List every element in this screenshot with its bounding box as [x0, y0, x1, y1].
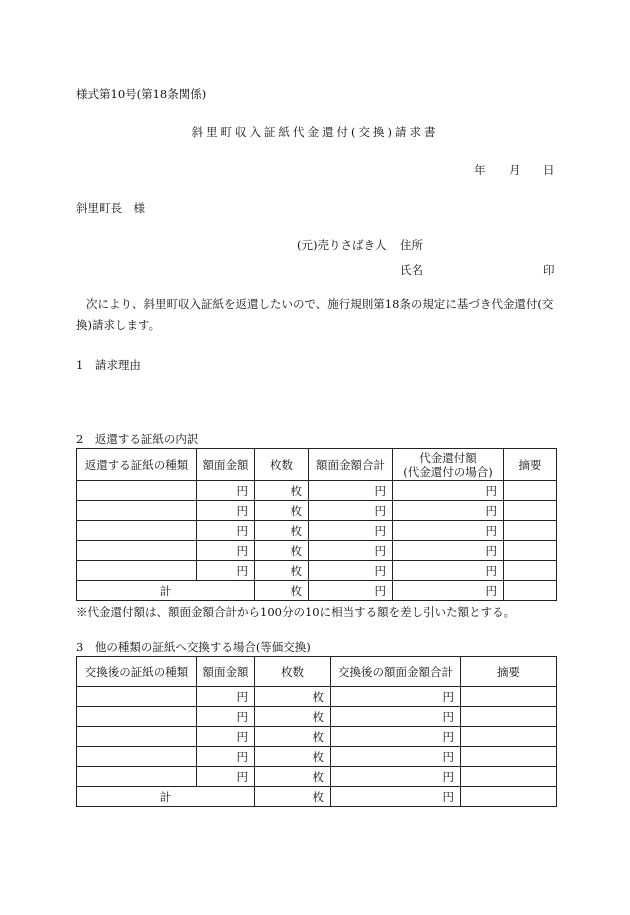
total-row [77, 787, 557, 807]
address-label: 住所 [400, 238, 423, 252]
date-month-label: 月 [509, 163, 521, 177]
header-remarks: 摘要 [461, 657, 557, 687]
header-new-stamp-type: 交換後の証紙の種類 [77, 657, 197, 687]
remarks-cell[interactable] [461, 747, 557, 767]
total-face-cell[interactable]: 円 [309, 581, 393, 601]
face-total-cell[interactable]: 円 [309, 501, 393, 521]
date-year-label: 年 [474, 163, 486, 177]
refund-amount-cell[interactable]: 円 [393, 501, 504, 521]
refund-amount-cell[interactable]: 円 [393, 541, 504, 561]
face-value-cell[interactable]: 円 [197, 561, 255, 581]
name-label: 氏名 [400, 263, 423, 277]
total-refund-cell[interactable]: 円 [393, 581, 504, 601]
addressee: 斜里町長 様 [76, 201, 145, 215]
table-row [77, 747, 557, 767]
returned-stamps-table [76, 448, 557, 601]
face-value-cell[interactable]: 円 [197, 541, 255, 561]
total-count-cell[interactable]: 枚 [255, 787, 331, 807]
total-label: 計 [77, 581, 255, 601]
total-face-cell[interactable]: 円 [331, 787, 461, 807]
table1-body [77, 481, 557, 601]
exchange-stamps-table [76, 656, 557, 807]
face-value-cell[interactable]: 円 [197, 687, 255, 707]
table-row [77, 561, 557, 581]
count-cell[interactable]: 枚 [255, 561, 309, 581]
applicant-label: (元)売りさばき人 [297, 238, 387, 252]
table-row [77, 687, 557, 707]
face-value-cell[interactable]: 円 [197, 767, 255, 787]
table2-body [77, 687, 557, 807]
count-cell[interactable]: 枚 [255, 481, 309, 501]
count-cell[interactable]: 枚 [255, 521, 309, 541]
header-face-total: 額面金額合計 [309, 449, 393, 481]
table-row [77, 481, 557, 501]
new-face-total-cell[interactable]: 円 [331, 747, 461, 767]
refund-amount-cell[interactable]: 円 [393, 561, 504, 581]
table-row [77, 707, 557, 727]
remarks-cell[interactable] [461, 727, 557, 747]
header-stamp-type: 返還する証紙の種類 [77, 449, 197, 481]
refund-note: ※代金還付額は、額面金額合計から100分の10に相当する額を差し引いた額とする。 [76, 605, 516, 619]
request-statement: 次により、斜里町収入証紙を返還したいので、施行規則第18条の規定に基づき代金還付(交換)請求します。 [76, 297, 554, 332]
header-refund-amount-note: (代金還付の場合) [403, 464, 493, 479]
refund-amount-cell[interactable]: 円 [393, 481, 504, 501]
face-value-cell[interactable]: 円 [197, 481, 255, 501]
remarks-cell[interactable] [504, 501, 557, 521]
date-day-label: 日 [543, 163, 555, 177]
header-count: 枚数 [255, 449, 309, 481]
stamp-type-cell[interactable] [77, 561, 197, 581]
stamp-type-cell[interactable] [77, 521, 197, 541]
count-cell[interactable]: 枚 [255, 767, 331, 787]
stamp-type-cell[interactable] [77, 501, 197, 521]
table-row [77, 521, 557, 541]
table-row [77, 767, 557, 787]
header-face-value: 額面金額 [197, 657, 255, 687]
new-stamp-type-cell[interactable] [77, 707, 197, 727]
count-cell[interactable]: 枚 [255, 707, 331, 727]
count-cell[interactable]: 枚 [255, 727, 331, 747]
section2-heading: 2 返還する証紙の内訳 [76, 432, 199, 446]
remarks-cell[interactable] [461, 707, 557, 727]
total-row [77, 581, 557, 601]
seal-mark: 印 [543, 263, 555, 277]
total-label: 計 [77, 787, 255, 807]
remarks-cell[interactable] [504, 561, 557, 581]
header-refund-amount-label: 代金還付額 [419, 450, 477, 465]
face-total-cell[interactable]: 円 [309, 561, 393, 581]
new-stamp-type-cell[interactable] [77, 747, 197, 767]
count-cell[interactable]: 枚 [255, 501, 309, 521]
new-face-total-cell[interactable]: 円 [331, 767, 461, 787]
face-value-cell[interactable]: 円 [197, 521, 255, 541]
table-row [77, 727, 557, 747]
count-cell[interactable]: 枚 [255, 747, 331, 767]
face-value-cell[interactable]: 円 [197, 747, 255, 767]
stamp-type-cell[interactable] [77, 481, 197, 501]
refund-amount-cell[interactable]: 円 [393, 521, 504, 541]
section1-heading: 1 請求理由 [76, 358, 141, 372]
face-total-cell[interactable]: 円 [309, 481, 393, 501]
new-face-total-cell[interactable]: 円 [331, 707, 461, 727]
count-cell[interactable]: 枚 [255, 541, 309, 561]
face-value-cell[interactable]: 円 [197, 727, 255, 747]
total-remarks-cell[interactable] [461, 787, 557, 807]
face-value-cell[interactable]: 円 [197, 501, 255, 521]
face-total-cell[interactable]: 円 [309, 541, 393, 561]
count-cell[interactable]: 枚 [255, 687, 331, 707]
remarks-cell[interactable] [504, 481, 557, 501]
remarks-cell[interactable] [461, 767, 557, 787]
section3-heading: 3 他の種類の証紙へ交換する場合(等価交換) [76, 640, 311, 654]
face-value-cell[interactable]: 円 [197, 707, 255, 727]
header-face-value: 額面金額 [197, 449, 255, 481]
header-remarks: 摘要 [504, 449, 557, 481]
stamp-type-cell[interactable] [77, 541, 197, 561]
face-total-cell[interactable]: 円 [309, 521, 393, 541]
remarks-cell[interactable] [504, 541, 557, 561]
remarks-cell[interactable] [504, 521, 557, 541]
document-title: 斜里町収入証紙代金還付(交換)請求書 [191, 125, 439, 139]
remarks-cell[interactable] [461, 687, 557, 707]
header-refund-amount [393, 449, 504, 481]
new-stamp-type-cell[interactable] [77, 727, 197, 747]
new-face-total-cell[interactable]: 円 [331, 727, 461, 747]
new-face-total-cell[interactable]: 円 [331, 687, 461, 707]
form-number: 様式第10号(第18条関係) [76, 87, 207, 101]
header-count: 枚数 [255, 657, 331, 687]
table-row [77, 501, 557, 521]
total-count-cell[interactable]: 枚 [255, 581, 309, 601]
new-stamp-type-cell[interactable] [77, 767, 197, 787]
table-row [77, 541, 557, 561]
header-new-face-total: 交換後の額面金額合計 [331, 657, 461, 687]
new-stamp-type-cell[interactable] [77, 687, 197, 707]
total-remarks-cell[interactable] [504, 581, 557, 601]
